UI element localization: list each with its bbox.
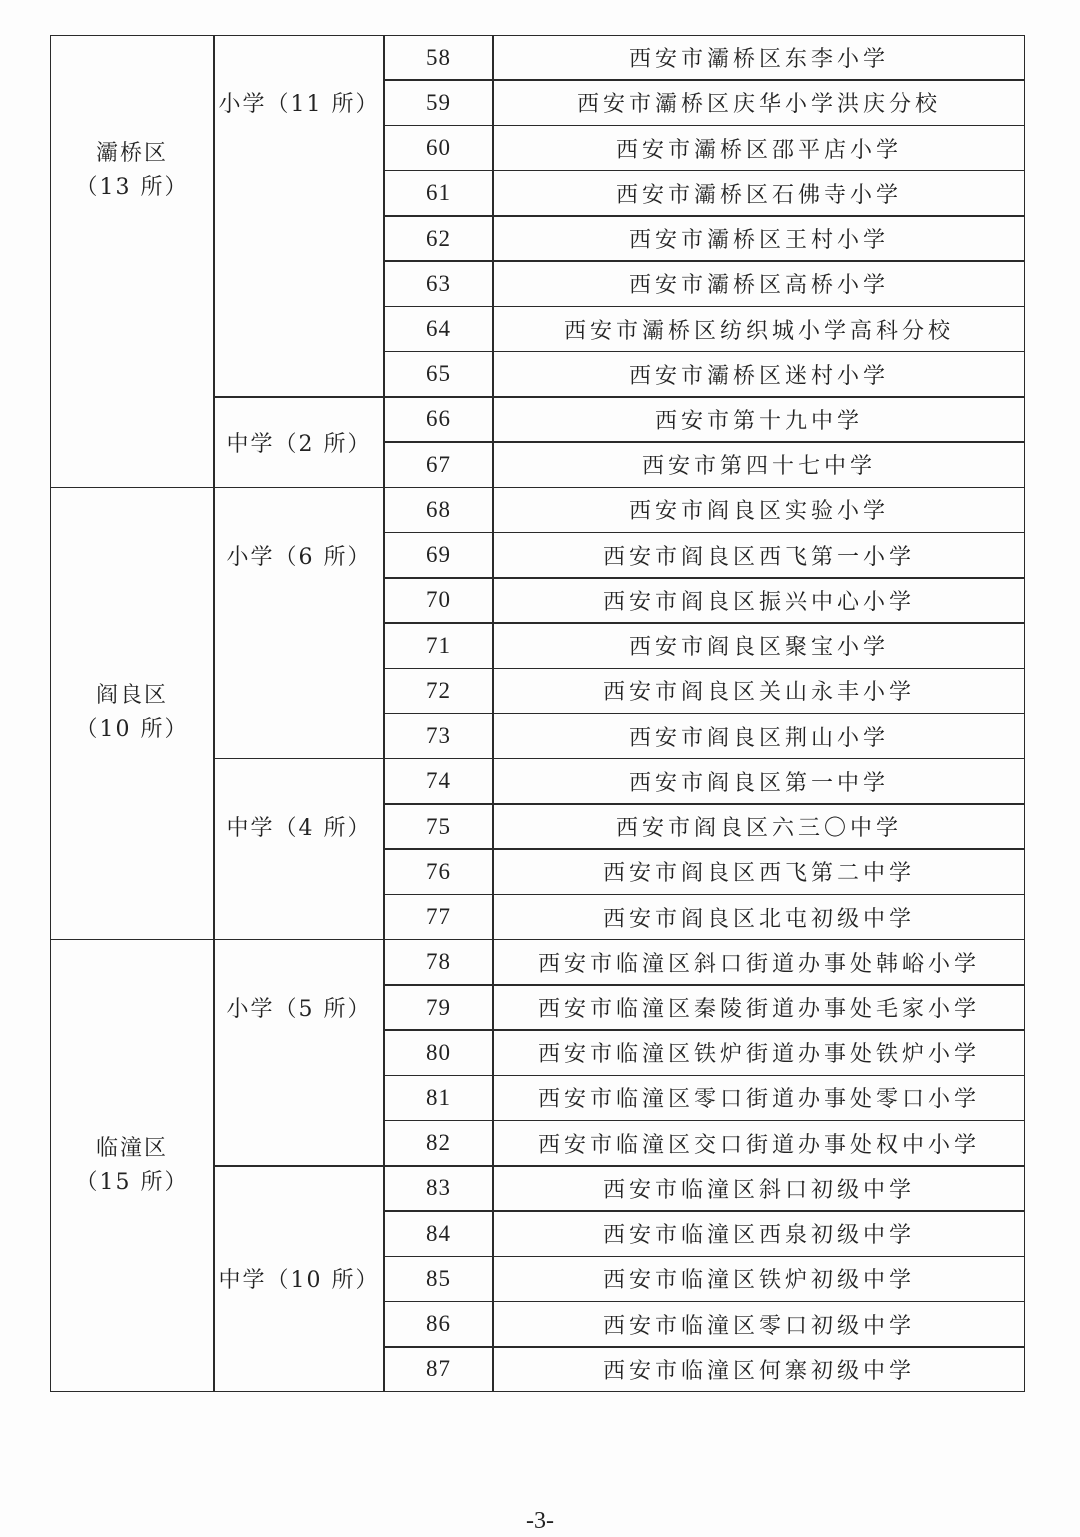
row-number-cell: 74: [426, 768, 451, 794]
row-number-cell: 65: [426, 361, 451, 387]
row-divider: [384, 577, 1025, 579]
row-number-cell: 81: [426, 1084, 451, 1110]
row-divider: [384, 1075, 1025, 1077]
district-name: 阎良区: [95, 683, 168, 709]
school-type-cell: 中学（4 所）: [226, 816, 372, 842]
school-name-cell: 西安市灞桥区高桥小学: [628, 273, 889, 299]
row-number-cell: 76: [426, 858, 451, 884]
school-name-cell: 西安市临潼区斜口初级中学: [602, 1177, 915, 1203]
school-name-cell: 西安市灞桥区东李小学: [628, 47, 889, 73]
row-divider: [384, 668, 1025, 670]
school-name-cell: 西安市阎良区西飞第二中学: [602, 861, 915, 887]
row-number-cell: 69: [426, 542, 451, 568]
row-divider: [384, 260, 1025, 262]
row-number-cell: 86: [426, 1311, 451, 1337]
row-number-cell: 68: [426, 496, 451, 522]
row-number-cell: 71: [426, 632, 451, 658]
row-divider: [384, 803, 1025, 805]
school-name-cell: 西安市阎良区北屯初级中学: [602, 906, 915, 932]
school-name-cell: 西安市临潼区铁炉街道办事处铁炉小学: [537, 1042, 980, 1068]
school-name-cell: 西安市临潼区何寨初级中学: [602, 1358, 915, 1384]
row-divider: [384, 79, 1025, 81]
row-number-cell: 63: [426, 270, 451, 296]
school-type-cell: 中学（10 所）: [218, 1268, 380, 1294]
school-name-cell: 西安市阎良区实验小学: [628, 499, 889, 525]
row-number-cell: 72: [426, 677, 451, 703]
school-name-cell: 西安市灞桥区迷村小学: [628, 363, 889, 389]
school-type-cell: 小学（6 所）: [226, 544, 372, 570]
row-divider: [384, 487, 1025, 489]
school-name-cell: 西安市阎良区第一中学: [628, 770, 889, 796]
row-divider: [384, 622, 1025, 624]
district-count: （10 所）: [75, 717, 189, 743]
row-number-cell: 80: [426, 1039, 451, 1065]
row-number-cell: 79: [426, 994, 451, 1020]
school-name-cell: 西安市灞桥区庆华小学洪庆分校: [576, 92, 941, 118]
school-name-cell: 西安市第十九中学: [654, 408, 863, 434]
row-number-cell: 82: [426, 1130, 451, 1156]
row-number-cell: 58: [426, 44, 451, 70]
row-divider: [384, 939, 1025, 941]
school-name-cell: 西安市阎良区六三〇中学: [615, 816, 902, 842]
row-divider: [384, 441, 1025, 443]
row-number-cell: 60: [426, 135, 451, 161]
group-divider: [214, 1165, 384, 1167]
row-divider: [384, 1029, 1025, 1031]
row-number-cell: 87: [426, 1356, 451, 1382]
district-cell: [50, 487, 214, 939]
school-name-cell: 西安市临潼区交口街道办事处权中小学: [537, 1132, 980, 1158]
row-divider: [384, 984, 1025, 986]
school-name-cell: 西安市灞桥区邵平店小学: [615, 137, 902, 163]
row-divider: [384, 848, 1025, 850]
row-number-cell: 83: [426, 1175, 451, 1201]
district-cell: [50, 940, 214, 1392]
row-divider: [384, 170, 1025, 172]
row-divider: [384, 1120, 1025, 1122]
school-name-cell: 西安市第四十七中学: [641, 454, 876, 480]
row-number-cell: 64: [426, 316, 451, 341]
school-name-cell: 西安市灞桥区王村小学: [628, 228, 889, 254]
school-name-cell: 西安市灞桥区纺织城小学高科分校: [563, 318, 954, 344]
school-name-cell: 西安市阎良区聚宝小学: [628, 635, 889, 661]
row-divider: [384, 894, 1025, 896]
row-number-cell: 67: [426, 451, 451, 477]
row-divider: [384, 758, 1025, 760]
row-number-cell: 70: [426, 587, 451, 613]
school-type-cell: 中学（2 所）: [226, 431, 372, 457]
row-divider: [384, 1165, 1025, 1167]
row-number-cell: 78: [426, 949, 451, 975]
row-divider: [384, 1346, 1025, 1348]
row-number-cell: 73: [426, 723, 451, 749]
row-divider: [384, 1210, 1025, 1212]
row-divider: [384, 351, 1025, 353]
row-number-cell: 59: [426, 89, 451, 115]
school-name-cell: 西安市临潼区秦陵街道办事处毛家小学: [537, 997, 980, 1022]
row-divider: [384, 215, 1025, 217]
school-name-cell: 西安市临潼区斜口街道办事处韩峪小学: [537, 951, 980, 977]
group-divider: [214, 758, 384, 760]
page-number: -3-: [526, 1508, 554, 1534]
row-divider: [384, 306, 1025, 308]
district-name: 灞桥区: [95, 140, 168, 166]
row-number-cell: 66: [426, 406, 451, 432]
district-cell: [50, 35, 214, 306]
row-divider: [384, 1256, 1025, 1258]
row-divider: [384, 1301, 1025, 1303]
district-count: （15 所）: [75, 1169, 189, 1195]
school-name-cell: 西安市灞桥区石佛寺小学: [615, 182, 902, 208]
row-number-cell: 77: [426, 904, 451, 930]
row-number-cell: 62: [426, 225, 451, 251]
school-name-cell: 西安市阎良区振兴中心小学: [602, 589, 915, 615]
district-name: 临潼区: [95, 1135, 168, 1161]
school-name-cell: 西安市临潼区西泉初级中学: [602, 1223, 915, 1249]
school-name-cell: 西安市临潼区铁炉初级中学: [602, 1268, 915, 1294]
school-name-cell: 西安市临潼区零口街道办事处零口小学: [537, 1087, 980, 1113]
row-number-cell: 61: [426, 180, 451, 206]
row-divider: [384, 396, 1025, 398]
district-count: （13 所）: [75, 174, 189, 200]
row-divider: [384, 713, 1025, 715]
school-type-cell: 小学（11 所）: [218, 92, 380, 118]
school-name-cell: 西安市阎良区关山永丰小学: [602, 680, 915, 706]
school-list-table: [50, 35, 1025, 1392]
row-number-cell: 75: [426, 813, 451, 839]
row-divider: [384, 532, 1025, 534]
row-divider: [384, 125, 1025, 127]
row-number-cell: 84: [426, 1220, 451, 1246]
group-divider: [214, 396, 384, 398]
school-name-cell: 西安市临潼区零口初级中学: [602, 1313, 915, 1339]
school-name-cell: 西安市阎良区荆山小学: [628, 725, 889, 751]
school-type-cell: 小学（5 所）: [226, 997, 372, 1022]
school-name-cell: 西安市阎良区西飞第一小学: [602, 544, 915, 570]
row-number-cell: 85: [426, 1265, 451, 1291]
